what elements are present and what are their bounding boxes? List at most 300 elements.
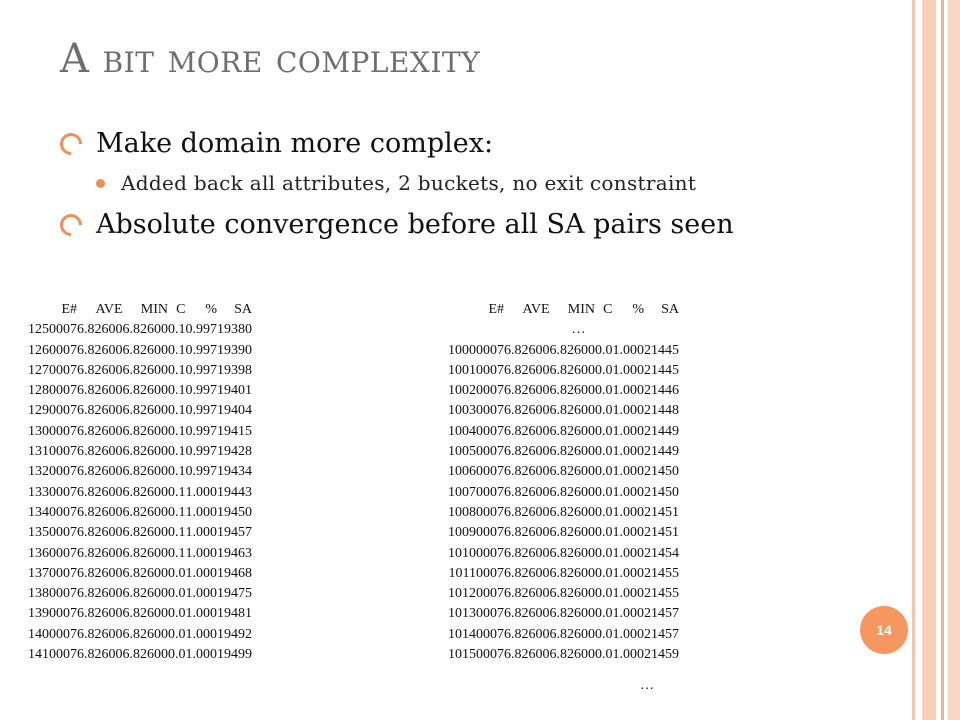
table-row [28, 320, 252, 340]
table-row [28, 341, 252, 361]
table-cell: 137000 [28, 565, 70, 581]
table-cell: 6.82600 [122, 565, 168, 581]
table-cell: 6.82600 [77, 403, 123, 419]
table-row [28, 401, 252, 421]
table-cell: 134000 [28, 504, 70, 520]
table-cell: 7 [70, 484, 77, 500]
table-cell: 7 [70, 342, 77, 358]
column-header: SA [234, 302, 252, 317]
table-row [28, 361, 252, 381]
table-cell: 1.000 [185, 504, 217, 520]
column-header: E [488, 302, 497, 317]
column-header: SA [661, 302, 679, 317]
table-row [448, 584, 679, 604]
table-cell: 6.82600 [504, 545, 550, 561]
table-cell: 1003000 [448, 403, 497, 419]
table-cell: 6.82600 [77, 606, 123, 622]
table-cell: 1.000 [185, 484, 217, 500]
table-cell: 7 [70, 464, 77, 480]
sub-bullet-item [96, 171, 860, 195]
table-cell: 1006000 [448, 464, 497, 480]
sub-bullet-text: Added back all attributes, 2 buckets, no exit constraint [121, 171, 697, 195]
table-cell: 6.82600 [504, 403, 550, 419]
table-cell: 7 [497, 403, 504, 419]
table-cell: 6.82600 [504, 504, 550, 520]
table-cell: 19401 [217, 383, 252, 399]
table-cell: 0.0 [595, 423, 613, 439]
table-cell: 7 [70, 444, 77, 460]
table-cell: 0.997 [185, 464, 217, 480]
table-cell: 1.000 [185, 626, 217, 642]
table-ellipsis: … [571, 322, 586, 338]
table-cell: 6.82600 [549, 403, 595, 419]
table-cell: 7 [497, 484, 504, 500]
table-cell: 0.0 [168, 606, 186, 622]
table-cell: 0.1 [168, 403, 186, 419]
table-cell: 21445 [644, 342, 679, 358]
table-cell: 0.0 [168, 647, 186, 663]
table-cell: 1.000 [612, 342, 644, 358]
table-ellipsis: … [640, 678, 654, 693]
column-header: % [632, 302, 644, 317]
table-cell: 21445 [644, 362, 679, 378]
table-cell: 1.000 [612, 444, 644, 460]
table-cell: 21450 [644, 464, 679, 480]
table-cell: 0.0 [595, 586, 613, 602]
table-cell: 6.82600 [122, 322, 168, 338]
table-cell: 6.82600 [122, 484, 168, 500]
column-header: MIN [140, 302, 168, 317]
table-cell: 21451 [644, 504, 679, 520]
table-cell: 6.82600 [549, 464, 595, 480]
table-row [28, 523, 252, 543]
table-cell: 6.82600 [77, 484, 123, 500]
table-cell: 0.997 [185, 362, 217, 378]
table-cell: 0.1 [168, 525, 186, 541]
table-cell: 6.82600 [504, 444, 550, 460]
table-cell: 19499 [217, 647, 252, 663]
table-cell: 0.1 [168, 322, 186, 338]
table-cell: 7 [70, 504, 77, 520]
table-row [448, 401, 679, 421]
table-cell: 6.82600 [122, 383, 168, 399]
table-cell: 21449 [644, 423, 679, 439]
table-row [448, 523, 679, 543]
table-cell: 6.82600 [549, 565, 595, 581]
stripe [922, 0, 936, 720]
table-cell: 125000 [28, 322, 70, 338]
table-row [448, 625, 679, 645]
column-header: # [497, 302, 504, 317]
table-header-row [448, 300, 679, 320]
bullet-text: Make domain more complex: [96, 128, 494, 159]
table-cell: 141000 [28, 647, 70, 663]
table-cell: 1000000 [448, 342, 497, 358]
table-cell: 6.82600 [122, 403, 168, 419]
table-cell: 1.000 [612, 565, 644, 581]
table-cell: 6.82600 [77, 504, 123, 520]
table-cell: 0.0 [595, 464, 613, 480]
table-cell: 0.0 [168, 565, 186, 581]
table-cell: 1014000 [448, 626, 497, 642]
table-cell: 7 [70, 403, 77, 419]
table-row [448, 462, 679, 482]
table-cell: 6.82600 [504, 423, 550, 439]
table-cell: 7 [497, 525, 504, 541]
table-cell: 1007000 [448, 484, 497, 500]
column-header: AVE [522, 302, 550, 317]
bullet-dot-icon [96, 179, 105, 188]
table-cell: 7 [70, 565, 77, 581]
table-cell: 1011000 [448, 565, 497, 581]
table-cell: 1.000 [185, 545, 217, 561]
column-header: AVE [95, 302, 123, 317]
table-cell: 19390 [217, 342, 252, 358]
table-cell: 6.82600 [122, 606, 168, 622]
table-cell: 138000 [28, 586, 70, 602]
table-cell: 6.82600 [122, 464, 168, 480]
column-header: % [205, 302, 217, 317]
table-cell: 19415 [217, 423, 252, 439]
decorative-stripes [912, 0, 960, 720]
table-cell: 6.82600 [77, 362, 123, 378]
table-cell: 0.997 [185, 403, 217, 419]
column-header: C [603, 302, 613, 317]
table-cell: 6.82600 [549, 545, 595, 561]
bullet-text: Absolute convergence before all SA pairs seen [96, 209, 734, 240]
table-cell: 6.82600 [504, 626, 550, 642]
table-cell: 7 [70, 383, 77, 399]
table-cell: 1.000 [185, 606, 217, 622]
table-cell: 0.1 [168, 545, 186, 561]
table-cell: 6.82600 [77, 444, 123, 460]
results-table-right [448, 300, 679, 665]
table-cell: 0.0 [595, 383, 613, 399]
table-cell: 136000 [28, 545, 70, 561]
table-cell: 19450 [217, 504, 252, 520]
table-cell: 19398 [217, 362, 252, 378]
table-cell: 1004000 [448, 423, 497, 439]
table-cell: 1.000 [612, 383, 644, 399]
table-cell: 0.0 [595, 484, 613, 500]
table-cell: 1015000 [448, 647, 497, 663]
table-cell: 0.0 [595, 545, 613, 561]
table-cell: 0.0 [595, 342, 613, 358]
table-cell: 140000 [28, 626, 70, 642]
table-cell: 1013000 [448, 606, 497, 622]
table-row [448, 645, 679, 665]
table-cell: 6.82600 [549, 647, 595, 663]
table-cell: 1005000 [448, 444, 497, 460]
table-cell: 7 [70, 606, 77, 622]
table-cell: 7 [497, 647, 504, 663]
table-row [448, 483, 679, 503]
bullet-ring-icon [55, 209, 86, 240]
table-cell: 129000 [28, 403, 70, 419]
table-cell: 1.000 [185, 525, 217, 541]
table-cell: 1.000 [612, 464, 644, 480]
table-cell: 21457 [644, 606, 679, 622]
table-cell: 132000 [28, 464, 70, 480]
table-cell: 0.0 [595, 362, 613, 378]
table-cell: 0.997 [185, 444, 217, 460]
bullet-item [60, 128, 860, 159]
table-cell: 1.000 [612, 606, 644, 622]
table-row [448, 361, 679, 381]
table-cell: 130000 [28, 423, 70, 439]
table-cell: 135000 [28, 525, 70, 541]
table-cell: 6.82600 [77, 322, 123, 338]
table-cell: 7 [497, 444, 504, 460]
table-cell: 7 [497, 545, 504, 561]
page-number-badge [860, 606, 908, 654]
bullet-item [60, 209, 860, 240]
table-cell: 6.82600 [77, 626, 123, 642]
table-row [448, 544, 679, 564]
table-cell: 1009000 [448, 525, 497, 541]
table-cell: 6.82600 [504, 362, 550, 378]
table-cell: 6.82600 [122, 362, 168, 378]
table-cell: 0.997 [185, 423, 217, 439]
table-cell: 7 [70, 626, 77, 642]
table-cell: 6.82600 [77, 545, 123, 561]
table-cell: 6.82600 [122, 342, 168, 358]
table-cell: 1.000 [612, 403, 644, 419]
table-cell: 1.000 [612, 423, 644, 439]
table-cell: 19463 [217, 545, 252, 561]
table-cell: 0.0 [168, 626, 186, 642]
table-cell: 7 [497, 423, 504, 439]
table-row [28, 462, 252, 482]
table-cell: 0.1 [168, 423, 186, 439]
table-cell: 6.82600 [549, 342, 595, 358]
table-cell: 6.82600 [122, 586, 168, 602]
table-cell: 1.000 [185, 586, 217, 602]
table-cell: 7 [497, 362, 504, 378]
table-cell: 128000 [28, 383, 70, 399]
table-row [448, 503, 679, 523]
table-cell: 0.0 [595, 504, 613, 520]
table-cell: 19457 [217, 525, 252, 541]
page-number: 14 [876, 622, 892, 638]
table-cell: 1008000 [448, 504, 497, 520]
bullet-list [60, 128, 860, 252]
table-cell: 6.82600 [504, 383, 550, 399]
table-cell: 7 [70, 423, 77, 439]
table-cell: 19404 [217, 403, 252, 419]
table-cell: 19492 [217, 626, 252, 642]
results-table-left [28, 300, 252, 665]
table-cell: 19428 [217, 444, 252, 460]
table-cell: 127000 [28, 362, 70, 378]
column-header: E [61, 302, 70, 317]
table-row [448, 604, 679, 624]
table-cell: 6.82600 [122, 423, 168, 439]
table-cell: 1.000 [612, 586, 644, 602]
table-cell: 0.0 [595, 606, 613, 622]
table-cell: 6.82600 [122, 444, 168, 460]
table-cell: 6.82600 [77, 525, 123, 541]
table-cell: 1001000 [448, 362, 497, 378]
table-cell: 6.82600 [122, 525, 168, 541]
table-row [28, 422, 252, 442]
table-cell: 0.1 [168, 484, 186, 500]
table-cell: 0.1 [168, 444, 186, 460]
table-cell: 6.82600 [549, 586, 595, 602]
table-cell: 6.82600 [77, 423, 123, 439]
table-row [448, 564, 679, 584]
table-cell: 0.0 [168, 586, 186, 602]
table-row [448, 442, 679, 462]
column-header: C [176, 302, 186, 317]
table-cell: 7 [70, 322, 77, 338]
table-cell: 7 [70, 525, 77, 541]
table-cell: 0.0 [595, 647, 613, 663]
table-row [28, 503, 252, 523]
table-row [28, 483, 252, 503]
table-cell: 6.82600 [122, 647, 168, 663]
table-cell: 6.82600 [549, 606, 595, 622]
slide-title: A bit more complexity [60, 36, 481, 82]
table-cell: 131000 [28, 444, 70, 460]
table-cell: 19443 [217, 484, 252, 500]
table-cell: 19475 [217, 586, 252, 602]
table-cell: 21446 [644, 383, 679, 399]
table-cell: 21457 [644, 626, 679, 642]
table-cell: 6.82600 [77, 342, 123, 358]
table-cell: 19434 [217, 464, 252, 480]
table-cell: 126000 [28, 342, 70, 358]
table-cell: 7 [70, 362, 77, 378]
stripe [948, 0, 960, 720]
table-cell: 6.82600 [77, 647, 123, 663]
table-cell: 21451 [644, 525, 679, 541]
table-cell: 0.1 [168, 383, 186, 399]
table-row [28, 584, 252, 604]
table-cell: 6.82600 [504, 464, 550, 480]
table-cell: 19380 [217, 322, 252, 338]
table-cell: 21455 [644, 586, 679, 602]
table-cell: 1.000 [612, 525, 644, 541]
table-row [28, 381, 252, 401]
table-cell: 7 [497, 586, 504, 602]
table-row [448, 320, 679, 340]
table-cell: 6.82600 [549, 423, 595, 439]
table-cell: 1.000 [612, 362, 644, 378]
table-row [28, 442, 252, 462]
table-cell: 1.000 [612, 484, 644, 500]
table-cell: 21455 [644, 565, 679, 581]
table-cell: 1.000 [612, 545, 644, 561]
table-row [28, 645, 252, 665]
table-cell: 6.82600 [504, 586, 550, 602]
table-cell: 6.82600 [122, 626, 168, 642]
column-header: # [70, 302, 77, 317]
stripe [941, 0, 944, 720]
table-cell: 6.82600 [549, 484, 595, 500]
table-cell: 0.997 [185, 342, 217, 358]
table-row [28, 544, 252, 564]
stripe [912, 0, 915, 720]
table-cell: 133000 [28, 484, 70, 500]
table-header-row [28, 300, 252, 320]
table-cell: 6.82600 [122, 545, 168, 561]
table-row [28, 564, 252, 584]
table-cell: 6.82600 [549, 444, 595, 460]
table-cell: 7 [497, 606, 504, 622]
table-cell: 19481 [217, 606, 252, 622]
table-cell: 0.0 [595, 444, 613, 460]
table-cell: 0.997 [185, 322, 217, 338]
table-cell: 7 [497, 464, 504, 480]
table-cell: 1.000 [612, 504, 644, 520]
table-row [448, 422, 679, 442]
table-cell: 6.82600 [549, 626, 595, 642]
table-cell: 6.82600 [549, 525, 595, 541]
table-cell: 7 [497, 342, 504, 358]
table-cell: 6.82600 [549, 383, 595, 399]
table-cell: 6.82600 [77, 464, 123, 480]
table-cell: 1002000 [448, 383, 497, 399]
table-cell: 21450 [644, 484, 679, 500]
table-cell: 6.82600 [504, 606, 550, 622]
table-cell: 6.82600 [549, 362, 595, 378]
table-cell: 6.82600 [77, 586, 123, 602]
table-cell: 0.997 [185, 383, 217, 399]
table-cell: 0.1 [168, 504, 186, 520]
table-cell: 6.82600 [77, 565, 123, 581]
table-row [448, 381, 679, 401]
table-cell: 6.82600 [504, 525, 550, 541]
table-cell: 7 [70, 545, 77, 561]
table-cell: 6.82600 [122, 504, 168, 520]
column-header: MIN [567, 302, 595, 317]
table-cell: 6.82600 [549, 504, 595, 520]
table-cell: 0.0 [595, 626, 613, 642]
table-row [448, 341, 679, 361]
table-cell: 7 [497, 504, 504, 520]
table-cell: 1.000 [185, 647, 217, 663]
table-cell: 0.1 [168, 362, 186, 378]
table-cell: 1.000 [185, 565, 217, 581]
table-cell: 0.0 [595, 403, 613, 419]
table-cell: 1010000 [448, 545, 497, 561]
table-cell: 0.1 [168, 342, 186, 358]
table-cell: 7 [70, 586, 77, 602]
bullet-ring-icon [55, 128, 86, 159]
table-cell: 21459 [644, 647, 679, 663]
table-cell: 139000 [28, 606, 70, 622]
table-cell: 6.82600 [504, 342, 550, 358]
table-cell: 1012000 [448, 586, 497, 602]
table-cell: 7 [497, 626, 504, 642]
table-cell: 6.82600 [77, 383, 123, 399]
table-cell: 7 [497, 383, 504, 399]
table-cell: 0.0 [595, 525, 613, 541]
table-cell: 1.000 [612, 626, 644, 642]
table-cell: 21448 [644, 403, 679, 419]
table-cell: 0.1 [168, 464, 186, 480]
table-cell: 1.000 [612, 647, 644, 663]
table-cell: 0.0 [595, 565, 613, 581]
table-cell: 7 [70, 647, 77, 663]
table-cell: 6.82600 [504, 484, 550, 500]
table-cell: 6.82600 [504, 565, 550, 581]
table-row [28, 604, 252, 624]
table-cell: 21449 [644, 444, 679, 460]
table-cell: 7 [497, 565, 504, 581]
table-cell: 21454 [644, 545, 679, 561]
